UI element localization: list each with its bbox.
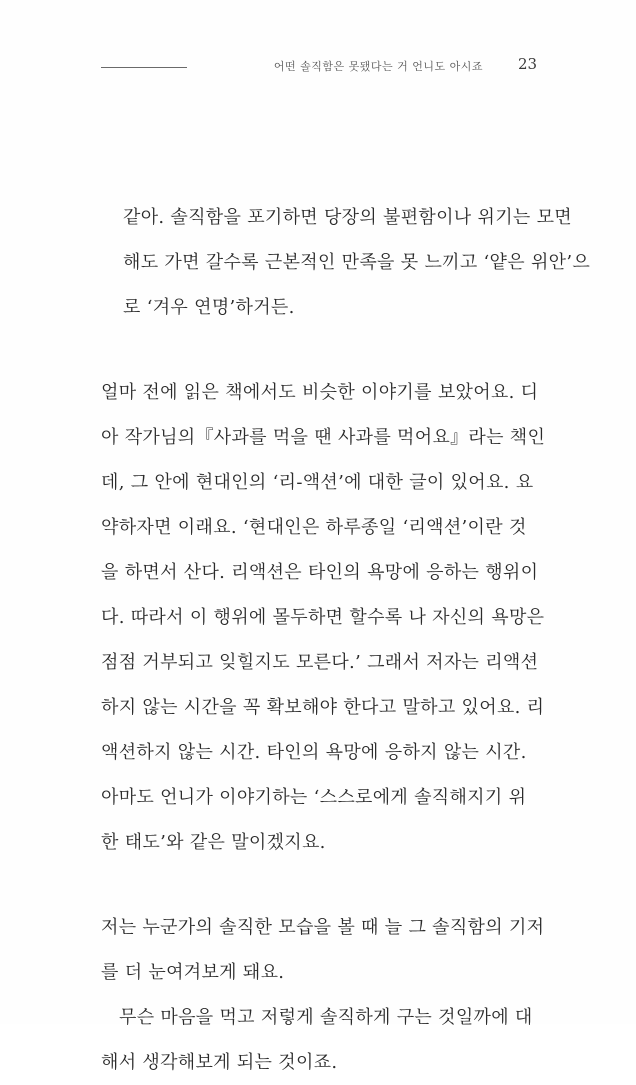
text-line: 해서 생각해보게 되는 것이죠. — [101, 1052, 338, 1073]
page-number: 23 — [518, 55, 538, 73]
text-line: 로 ‘겨우 연명’하거든. — [123, 297, 295, 318]
text-line: 저는 누군가의 솔직한 모습을 볼 때 늘 그 솔직함의 기저 — [101, 917, 545, 938]
text-line: 를 더 눈여겨보게 돼요. — [101, 962, 285, 983]
text-line: 한 태도’와 같은 말이겠지요. — [101, 832, 326, 853]
text-line: 약하자면 이래요. ‘현대인은 하루종일 ‘리액션’이란 것 — [101, 517, 527, 538]
text-line: 무슨 마음을 먹고 저렇게 솔직하게 구는 것일까에 대 — [119, 1007, 533, 1028]
text-line: 데, 그 안에 현대인의 ‘리-액션’에 대한 글이 있어요. 요 — [101, 472, 534, 493]
text-line: 을 하면서 산다. 리액션은 타인의 욕망에 응하는 행위이 — [101, 562, 539, 583]
body-paragraph-reaction — [101, 370, 546, 865]
running-title: 어떤 솔직함은 못됐다는 거 언니도 아시죠 — [273, 60, 483, 73]
text-line: 같아. 솔직함을 포기하면 당장의 불편함이나 위기는 모면 — [123, 207, 572, 228]
text-line: 액션하지 않는 시간. 타인의 욕망에 응하지 않는 시간. — [101, 742, 527, 763]
paragraph-gap — [101, 865, 541, 905]
header-rule — [101, 67, 187, 68]
text-line: 아마도 언니가 이야기하는 ‘스스로에게 솔직해지기 위 — [101, 787, 527, 808]
body-text — [101, 195, 591, 1085]
paragraph-gap — [101, 330, 541, 370]
body-paragraph-honesty — [101, 905, 545, 995]
text-line: 얼마 전에 읽은 책에서도 비슷한 이야기를 보았어요. 디 — [101, 382, 539, 403]
text-line: 아 작가님의『사과를 먹을 땐 사과를 먹어요』라는 책인 — [101, 427, 546, 448]
text-line: 점점 거부되고 잊힐지도 모른다.’ 그래서 저자는 리액션 — [101, 652, 539, 673]
body-paragraph-reflection — [101, 995, 541, 1085]
text-line: 다. 따라서 이 행위에 몰두하면 할수록 나 자신의 욕망은 — [101, 607, 545, 628]
text-line: 해도 가면 갈수록 근본적인 만족을 못 느끼고 ‘얕은 위안’으 — [123, 252, 591, 273]
quote-paragraph — [101, 195, 591, 330]
text-line: 하지 않는 시간을 꼭 확보해야 한다고 말하고 있어요. 리 — [101, 697, 545, 718]
